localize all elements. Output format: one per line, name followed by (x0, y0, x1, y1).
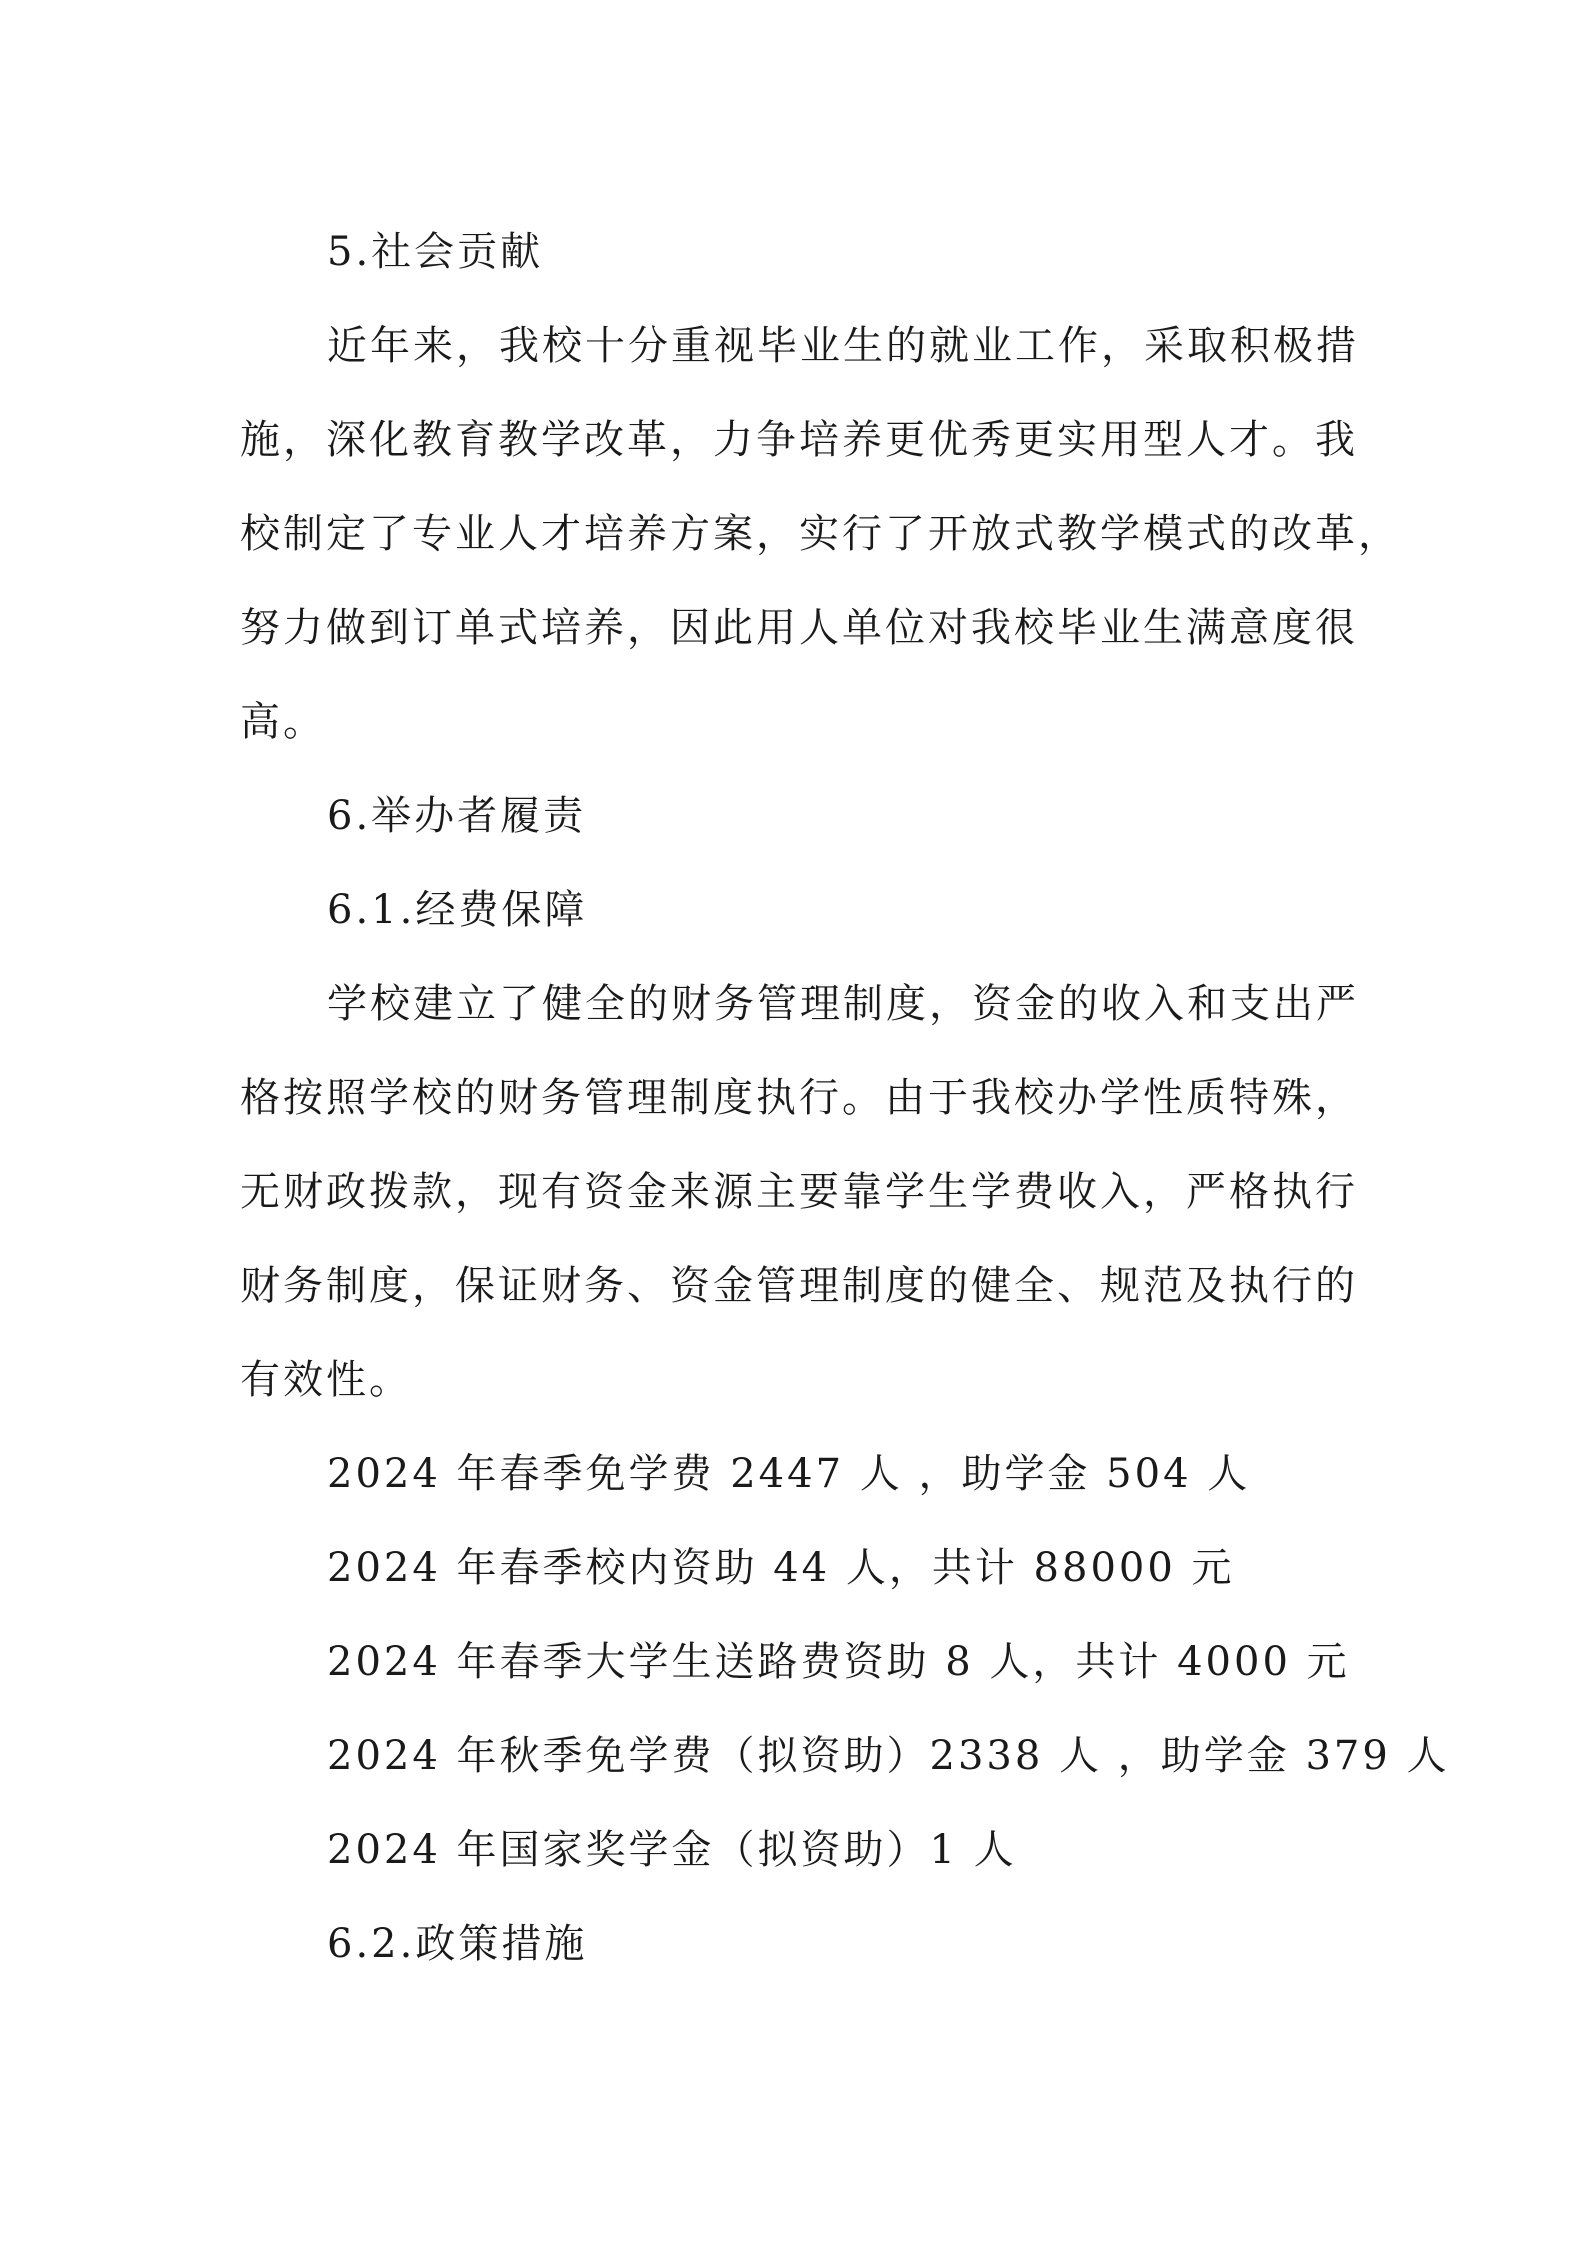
aid-item: 2024 年国家奖学金（拟资助）1 人 (327, 1827, 1017, 1873)
section-6-1-paragraph-line: 有效性。 (240, 1357, 412, 1403)
section-6-heading: 6.举办者履责 (327, 793, 587, 839)
aid-item: 2024 年春季大学生送路费资助 8 人，共计 4000 元 (327, 1639, 1350, 1685)
aid-item: 2024 年春季免学费 2447 人 ，助学金 504 人 (327, 1451, 1251, 1497)
section-5-paragraph-line: 努力做到订单式培养，因此用人单位对我校毕业生满意度很 (240, 605, 1358, 651)
section-5-heading: 5.社会贡献 (327, 229, 544, 275)
section-5-paragraph-line: 施，深化教育教学改革，力争培养更优秀更实用型人才。我 (240, 417, 1358, 463)
section-6-1-paragraph-line: 格按照学校的财务管理制度执行。由于我校办学性质特殊， (240, 1075, 1358, 1121)
section-6-1-paragraph-line: 财务制度，保证财务、资金管理制度的健全、规范及执行的 (240, 1263, 1358, 1309)
section-6-1-paragraph-line: 学校建立了健全的财务管理制度，资金的收入和支出严 (327, 981, 1359, 1027)
aid-item: 2024 年秋季免学费（拟资助）2338 人 ，助学金 379 人 (327, 1733, 1450, 1779)
section-6-1-paragraph-line: 无财政拨款，现有资金来源主要靠学生学费收入，严格执行 (240, 1169, 1358, 1215)
aid-item: 2024 年春季校内资助 44 人，共计 88000 元 (327, 1545, 1235, 1591)
section-6-2-heading: 6.2.政策措施 (327, 1921, 588, 1967)
section-5-paragraph-line: 近年来，我校十分重视毕业生的就业工作，采取积极措 (327, 323, 1359, 369)
section-5-paragraph-line: 高。 (240, 699, 326, 745)
section-6-1-heading: 6.1.经费保障 (327, 887, 588, 933)
section-5-paragraph-line: 校制定了专业人才培养方案，实行了开放式教学模式的改革， (240, 511, 1401, 557)
